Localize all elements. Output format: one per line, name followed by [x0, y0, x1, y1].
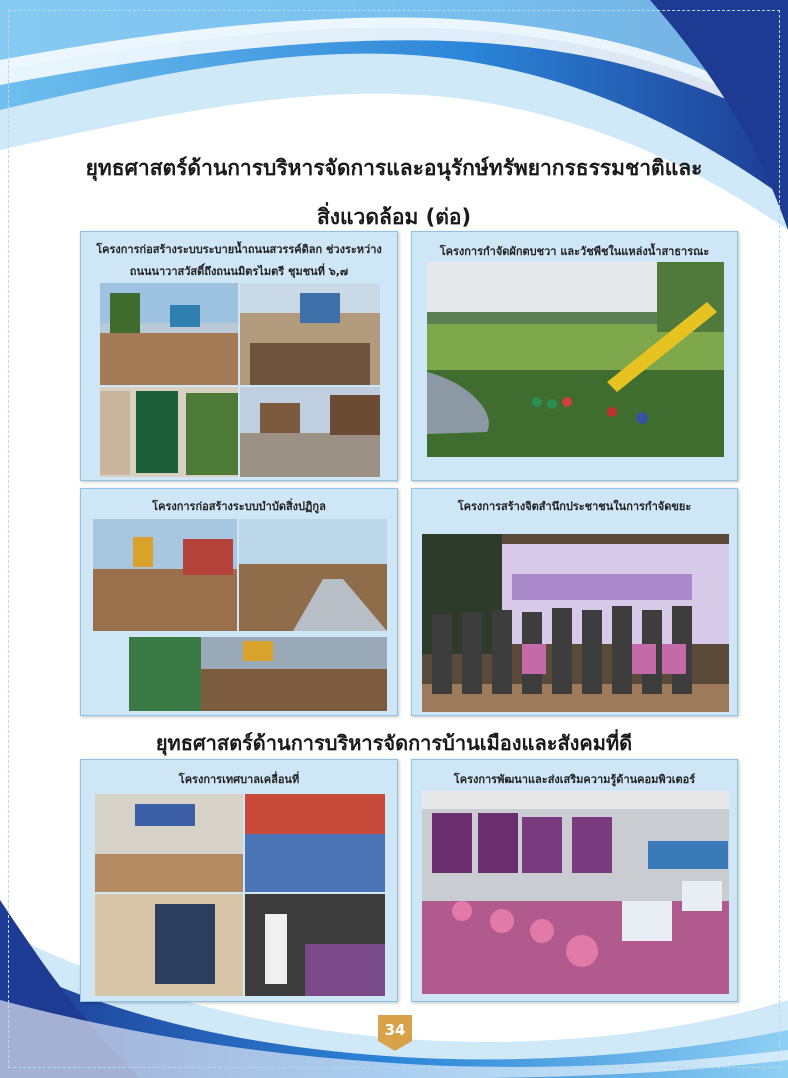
card-wastewater-caption: โครงการก่อสร้างระบบบำบัดสิ่งปฏิกูล	[152, 500, 326, 513]
card-drainage-caption-line2: ถนนนาวาสวัสดิ์ถึงถนนมิตรไมตรี ชุมชนที่ ๖,๗	[129, 265, 349, 278]
card-mobile-municipality-caption: โครงการเทศบาลเคลื่อนที่	[178, 773, 300, 786]
mobile-municipality-photo-collage	[95, 794, 385, 996]
heading-strategy-environment-continued: สิ่งแวดล้อม (ต่อ)	[316, 205, 472, 229]
page-number-badge	[378, 1015, 412, 1051]
computer-training-photo	[422, 791, 729, 994]
card-mobile-municipality-project	[80, 759, 398, 1002]
card-wastewater-project	[80, 488, 398, 716]
card-drainage-caption-line1: โครงการก่อสร้างระบบระบายน้ำถนนสวรรค์ดิลก ช่วงระหว่าง	[96, 243, 382, 256]
heading-strategy-environment: ยุทธศาสตร์ด้านการบริหารจัดการและอนุรักษ์ทรัพยากรธรรมชาติและ	[85, 156, 703, 180]
card-computer-caption: โครงการพัฒนาและส่งเสริมความรู้ด้านคอมพิวเตอร์	[453, 773, 696, 786]
card-awareness-caption: โครงการสร้างจิตสำนึกประชาชนในการกำจัดขยะ	[457, 500, 692, 513]
weed-removal-photo	[427, 262, 724, 457]
page-number: 34	[384, 1021, 406, 1039]
card-weed-removal-project	[411, 231, 738, 481]
card-weed-caption: โครงการกำจัดผักตบชวา และวัชพืชในแหล่งน้ำสาธารณะ	[439, 245, 710, 258]
drainage-photo-collage	[100, 283, 380, 477]
awareness-group-photo	[422, 534, 729, 712]
card-computer-project	[411, 759, 738, 1002]
card-drainage-project	[80, 231, 398, 481]
card-awareness-project	[411, 488, 738, 716]
wastewater-photo-collage	[93, 519, 387, 711]
heading-strategy-governance: ยุทธศาสตร์ด้านการบริหารจัดการบ้านเมืองและสังคมที่ดี	[155, 731, 633, 755]
